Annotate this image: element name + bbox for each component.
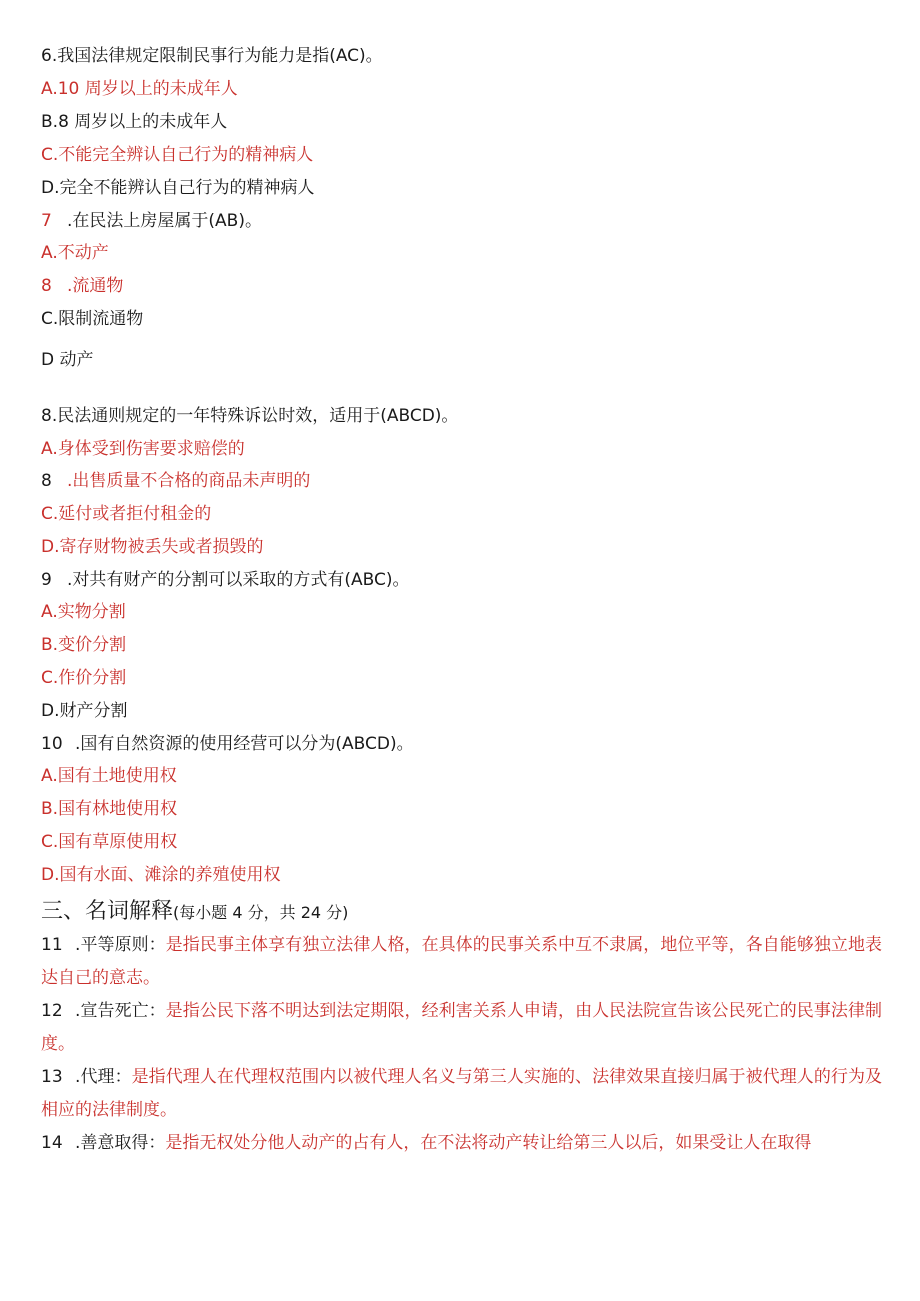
term-14-number: 14 — [41, 1133, 63, 1153]
q8-option-d: D.寄存财物被丢失或者损毁的 — [41, 537, 264, 557]
section-3-title: 三、名词解释 — [41, 899, 174, 924]
q9-option-d: D.财产分割 — [41, 701, 128, 721]
term-14-definition: 是指无权处分他人动产的占有人，在不法将动产转让给第三人以后，如果受让人在取得 — [165, 1133, 812, 1153]
q6-option-d: D.完全不能辨认自己行为的精神病人 — [41, 178, 315, 198]
q7-number: 7 — [41, 211, 52, 231]
q8-option-c: C.延付或者拒付租金的 — [41, 504, 212, 524]
q7-stem: .在民法上房屋属于(AB)。 — [67, 211, 262, 231]
q6-stem: 6.我国法律规定限制民事行为能力是指(AC)。 — [41, 46, 383, 66]
term-14-name: .善意取得： — [75, 1133, 166, 1153]
q10-stem: .国有自然资源的使用经营可以分为(ABCD)。 — [75, 734, 414, 754]
q9-option-a: A.实物分割 — [41, 602, 126, 622]
term-12-definition: 是指公民下落不明达到法定期限，经利害关系人申请，由人民法院宣告该公民死亡的民事法律制度。 — [41, 1001, 883, 1054]
q8-stem: 8.民法通则规定的一年特殊诉讼时效，适用于(ABCD)。 — [41, 406, 459, 426]
q7-option-b: .流通物 — [67, 276, 124, 296]
section-3-note: (每小题 4 分，共 24 分) — [173, 903, 349, 922]
q6-option-c: C.不能完全辨认自己行为的精神病人 — [41, 145, 314, 165]
q9-stem: .对共有财产的分割可以采取的方式有(ABC)。 — [67, 570, 410, 590]
q6-option-b: B.8 周岁以上的未成年人 — [41, 112, 228, 132]
q9-stem-line — [41, 569, 884, 591]
term-13-name: .代理： — [75, 1067, 132, 1087]
q6-option-a: A.10 周岁以上的未成年人 — [41, 79, 238, 99]
q9-option-b: B.变价分割 — [41, 635, 127, 655]
term-13 — [41, 1061, 882, 1127]
q10-option-a: A.国有土地使用权 — [41, 766, 177, 786]
term-13-definition: 是指代理人在代理权范围内以被代理人名义与第三人实施的、法律效果直接归属于被代理人的行为及相应的法律制度。 — [41, 1067, 882, 1120]
term-14 — [41, 1127, 882, 1160]
term-12-number: 12 — [41, 1001, 63, 1021]
q7-option-a: A.不动产 — [41, 243, 109, 263]
q7-option-c: C.限制流通物 — [41, 309, 144, 329]
term-12-name: .宣告死亡： — [75, 1001, 166, 1021]
q10-option-b: B.国有林地使用权 — [41, 799, 178, 819]
term-12 — [41, 995, 882, 1061]
term-11-number: 11 — [41, 935, 63, 955]
q7-option-d: D 动产 — [41, 350, 94, 370]
term-13-number: 13 — [41, 1067, 63, 1087]
q9-option-c: C.作价分割 — [41, 668, 127, 688]
term-11-definition: 是指民事主体享有独立法律人格，在具体的民事关系中互不隶属，地位平等，各自能够独立地表达自己的意志。 — [41, 935, 883, 988]
q10-stem-line — [41, 733, 884, 755]
term-11-name: .平等原则： — [75, 935, 166, 955]
term-11 — [41, 929, 882, 995]
q8-option-b-number: 8 — [41, 471, 52, 491]
q8-option-b-line — [41, 470, 884, 492]
q8-option-a: A.身体受到伤害要求赔偿的 — [41, 439, 245, 459]
q8-option-b: .出售质量不合格的商品未声明的 — [67, 471, 311, 491]
section-3-heading — [41, 898, 884, 927]
q10-number: 10 — [41, 734, 63, 754]
q7-option-b-number: 8 — [41, 276, 52, 296]
q7-stem-line — [41, 210, 884, 232]
q7-option-b-line — [41, 275, 884, 297]
q10-option-c: C.国有草原使用权 — [41, 832, 178, 852]
q10-option-d: D.国有水面、滩涂的养殖使用权 — [41, 865, 281, 885]
q9-number: 9 — [41, 570, 52, 590]
